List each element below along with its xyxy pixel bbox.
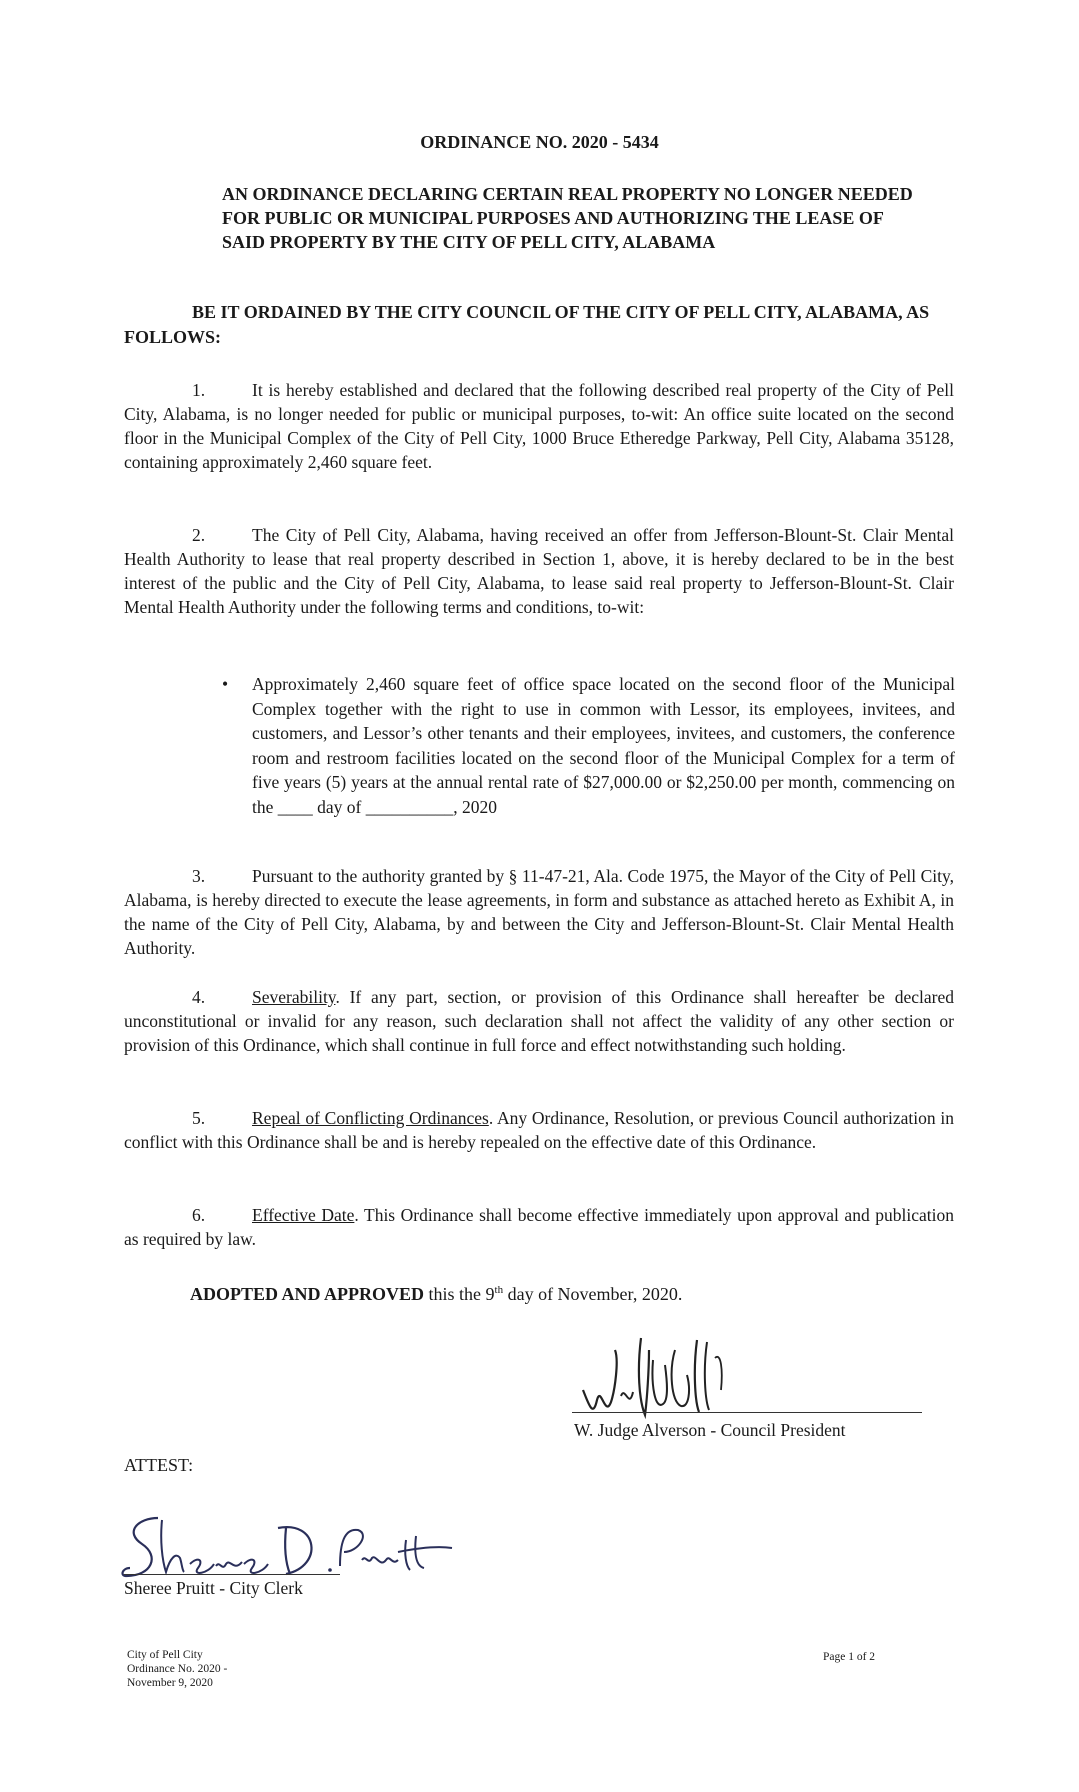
section-number: 1.: [192, 380, 206, 400]
adoption-text: this the 9: [424, 1284, 495, 1304]
footer-date: November 9, 2020: [127, 1677, 213, 1689]
section-4: [124, 985, 954, 1057]
footer-city: City of Pell City: [127, 1649, 203, 1661]
section-text: Pursuant to the authority granted by § 11-47-21, Ala. Code 1975, the Mayor of the City of Pell City, Alabama, is hereby directed to execute the lease agreements, in form and substance as attached hereto as Exhibit A, in the name of the City of Pell City, Alabama, by and between the City and Jefferson-Blount-St. Clair Mental Health Authority.: [124, 866, 954, 958]
section-number: 2.: [192, 525, 206, 545]
ordain-clause: BE IT ORDAINED BY THE CITY COUNCIL OF THE CITY OF PELL CITY, ALABAMA, AS FOLLOWS:: [124, 302, 930, 347]
section-text: It is hereby established and declared that the following described real property of the City of Pell City, Alabama, is no longer needed for public or municipal purposes, to-wit: An office suite located on the second floor in the Municipal Complex of the City of Pell City, 1000 Bruce Etheredge Parkway, Pell City, Alabama 35128, containing approximately 2,460 square feet.: [124, 380, 954, 472]
president-signature-line: [572, 1412, 922, 1413]
section-text: . Any Ordinance, Resolution, or previous Council authorization in conflict with this Ordinance shall be and is hereby repealed on the effective date of this Ordinance.: [124, 1108, 954, 1152]
section-number: 4.: [192, 987, 206, 1007]
lease-terms-bullet: [222, 672, 955, 819]
section-3: [124, 864, 954, 960]
clerk-name: Sheree Pruitt - City Clerk: [124, 1578, 303, 1598]
section-5: [124, 1106, 954, 1154]
adoption-label: ADOPTED AND APPROVED: [190, 1284, 425, 1304]
section-number: 5.: [192, 1108, 206, 1128]
attest-label: ATTEST:: [124, 1455, 194, 1475]
footer-ordinance: Ordinance No. 2020 -: [127, 1663, 228, 1675]
section-text: . This Ordinance shall become effective immediately upon approval and publication as required by law.: [124, 1205, 954, 1249]
section-number: 3.: [192, 866, 206, 886]
clerk-signature-line: [124, 1574, 340, 1575]
section-heading: Repeal of Conflicting Ordinances: [252, 1108, 489, 1128]
section-number: 6.: [192, 1205, 206, 1225]
section-2: [124, 523, 954, 619]
section-heading: Effective Date: [252, 1205, 355, 1225]
president-name: W. Judge Alverson - Council President: [574, 1420, 846, 1440]
section-6: [124, 1203, 954, 1251]
footer-info: [127, 1648, 227, 1690]
bullet-icon: •: [222, 674, 229, 694]
page-number: Page 1 of 2: [823, 1651, 876, 1663]
section-text: The City of Pell City, Alabama, having received an offer from Jefferson-Blount-St. Clair Mental Health Authority to lease that real property described in Section 1, above, it is hereby declared to be in the best interest of the public and the City of Pell City, Alabama, to lease said real property to Jefferson-Blount-St. Clair Mental Health Authority under the following terms and conditions, to-wit:: [124, 525, 954, 617]
section-heading: Severability: [252, 987, 336, 1007]
section-text: . If any part, section, or provision of this Ordinance shall hereafter be declared unconstitutional or invalid for any reason, such declaration shall not affect the validity of any other section or provision of this Ordinance, which shall continue in full force and effect notwithstanding such holding.: [124, 987, 954, 1055]
ordinance-heading: AN ORDINANCE DECLARING CERTAIN REAL PROPERTY NO LONGER NEEDED FOR PUBLIC OR MUNICIPAL PURPOSES AND AUTHORIZING THE LEASE OF SAID PROPERTY BY THE CITY OF PELL CITY, ALABAMA: [222, 184, 913, 252]
section-1: [124, 378, 954, 474]
president-signature-icon: [575, 1330, 775, 1425]
adoption-sup: th: [494, 1284, 504, 1296]
bullet-text: Approximately 2,460 square feet of office space located on the second floor of the Municipal Complex together with the right to use in common with Lessor, its employees, invitees, and customers, and Lessor’s other tenants and their employees, invitees, and customers, the conference room and restroom facilities located on the second floor of the Municipal Complex for a term of five years (5) years at the annual rental rate of $27,000.00 or $2,250.00 per month, commencing on the ____ day of __________, 2020: [252, 674, 955, 817]
adoption-date: day of November, 2020.: [503, 1284, 683, 1304]
adoption-statement: [190, 1284, 950, 1305]
ordinance-number: ORDINANCE NO. 2020 - 5434: [420, 132, 659, 152]
